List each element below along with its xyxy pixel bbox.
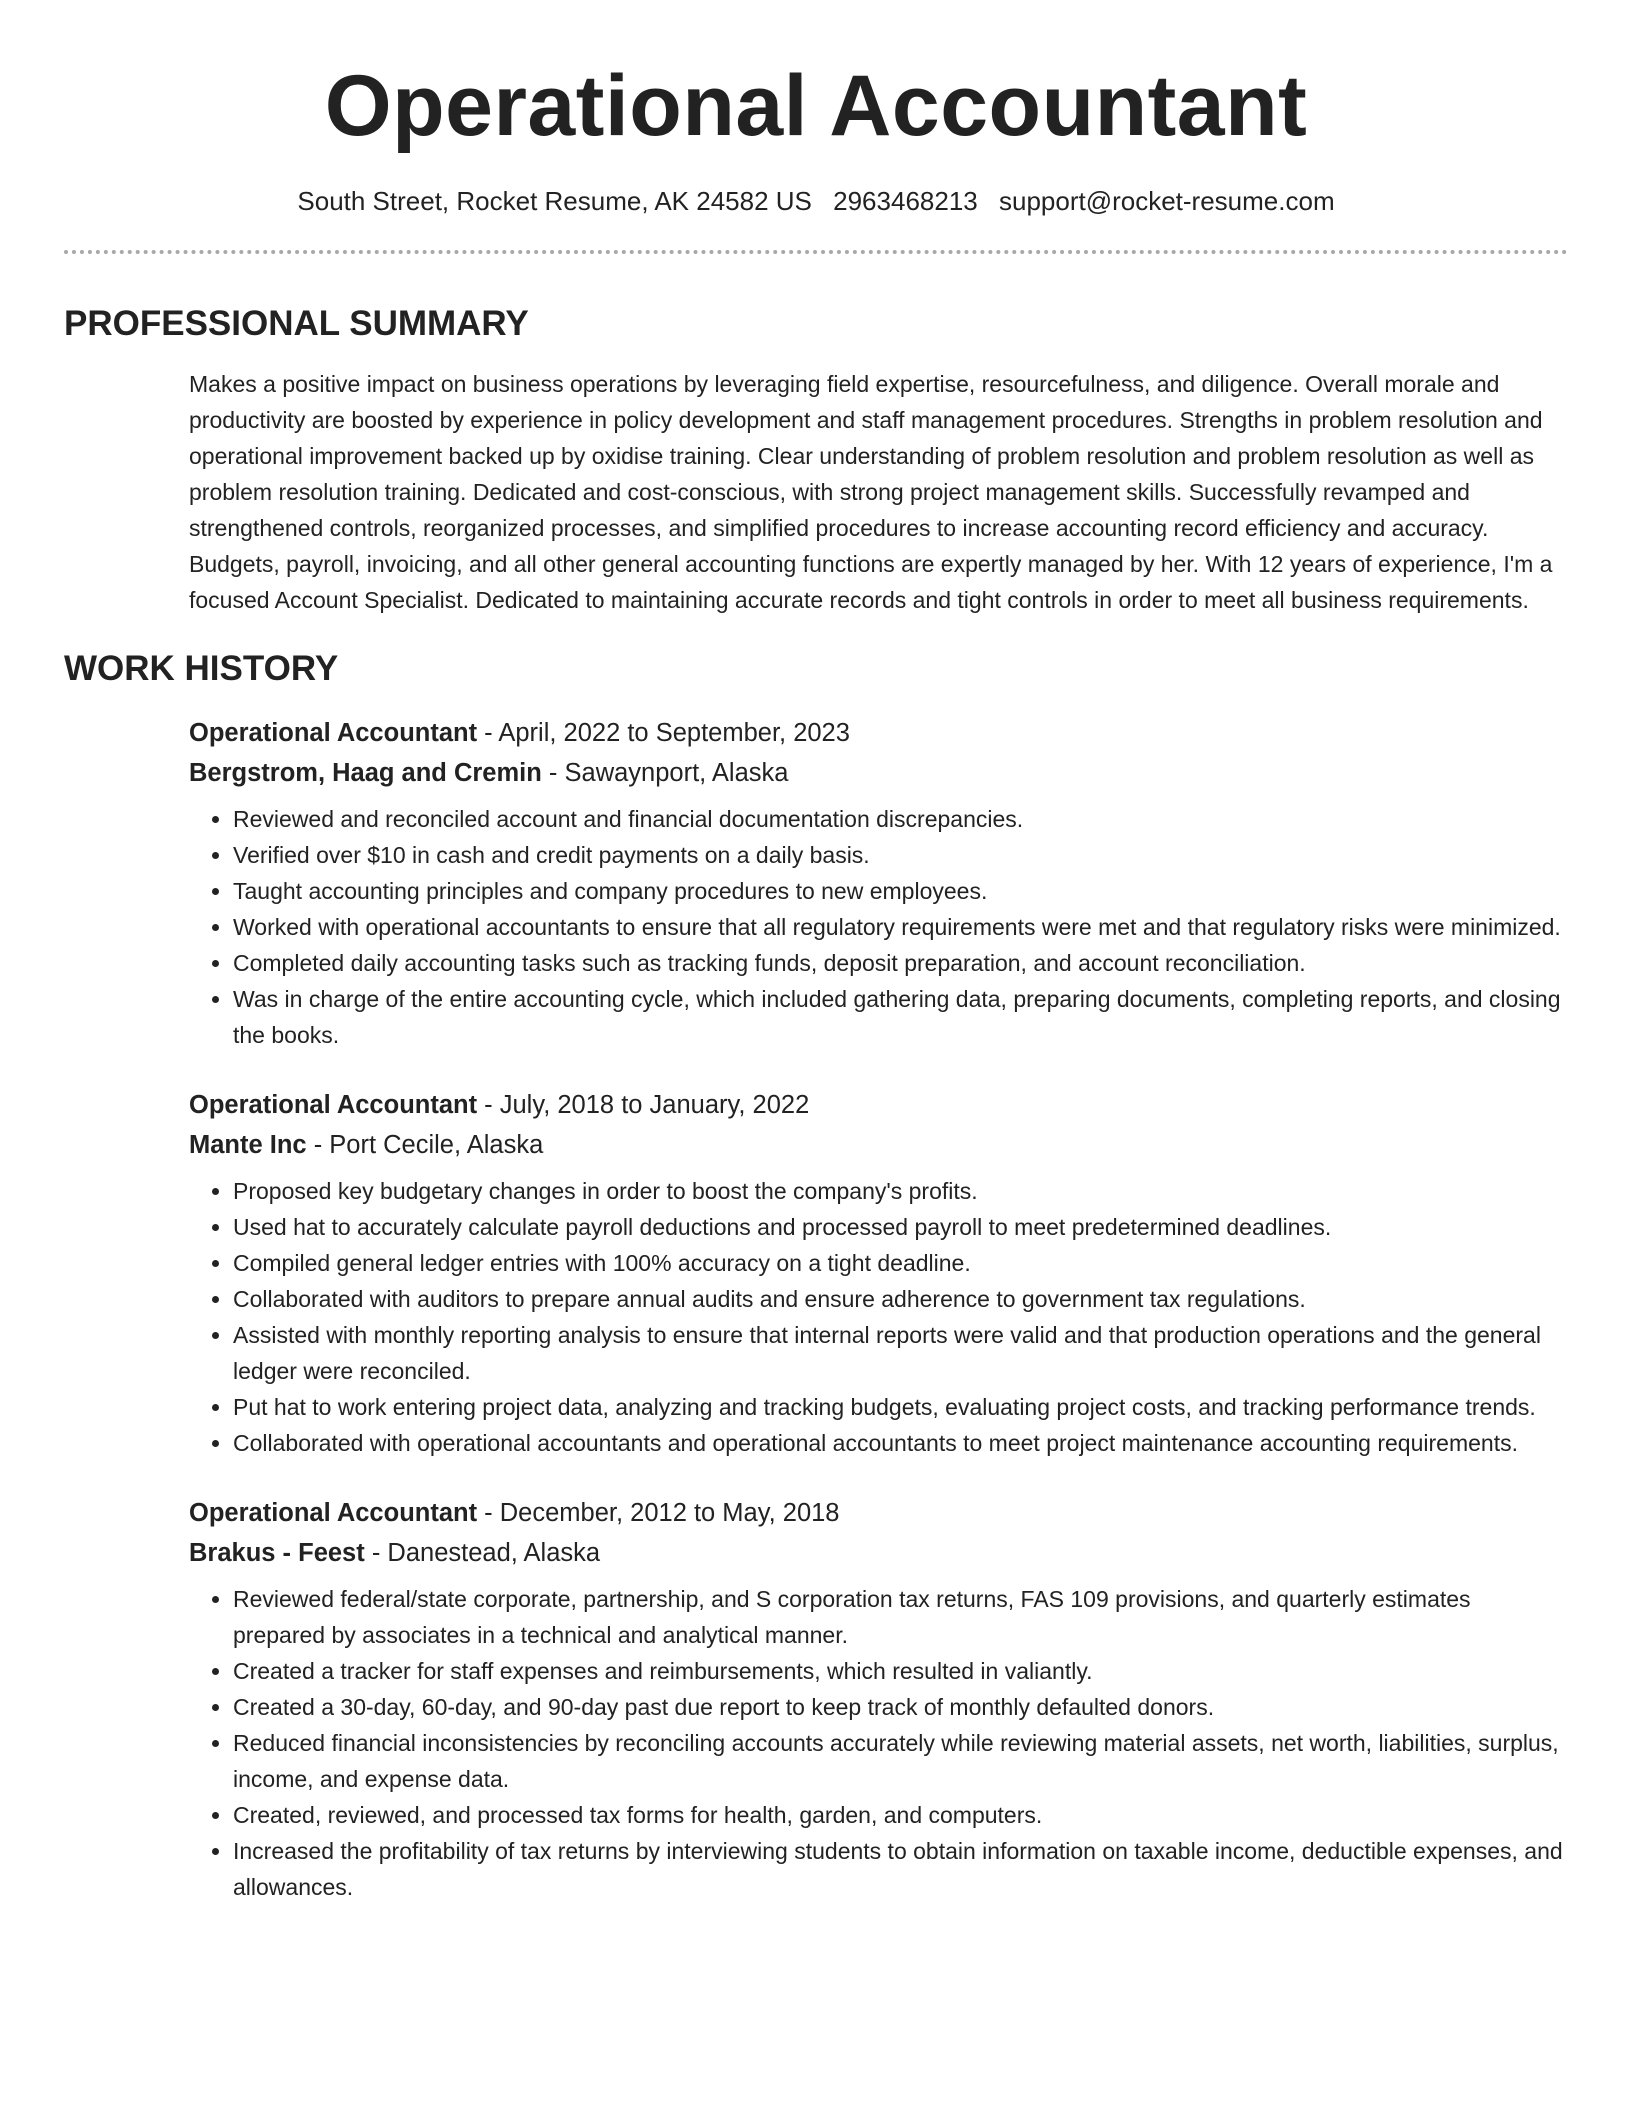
job-bullet: • Created a tracker for staff expenses and reimbursements, which resulted in valiantly. — [233, 1653, 1568, 1689]
job-bullet: • Verified over $10 in cash and credit payments on a daily basis. — [233, 837, 1568, 873]
contact-phone: 2963468213 — [833, 186, 978, 216]
job-bullet: • Used hat to accurately calculate payroll deductions and processed payroll to meet predetermined deadlines. — [233, 1209, 1568, 1245]
job-role: Operational Accountant — [189, 1499, 478, 1527]
job-entry — [189, 1085, 1568, 1461]
job-title-line — [189, 713, 1568, 753]
job-bullet: • Created, reviewed, and processed tax forms for health, garden, and computers. — [233, 1797, 1568, 1833]
resume-page — [64, 0, 1568, 1905]
job-bullet: • Proposed key budgetary changes in order to boost the company's profits. — [233, 1173, 1568, 1209]
job-bullet: • Created a 30-day, 60-day, and 90-day past due report to keep track of monthly defaulted donors. — [233, 1689, 1568, 1725]
job-company-line — [189, 753, 1568, 793]
job-bullet: • Reviewed and reconciled account and financial documentation discrepancies. — [233, 801, 1568, 837]
job-bullet: • Compiled general ledger entries with 100% accuracy on a tight deadline. — [233, 1245, 1568, 1281]
job-bullet: • Collaborated with operational accountants and operational accountants to meet project maintenance accounting requirements. — [233, 1425, 1568, 1461]
job-dates: - December, 2012 to May, 2018 — [477, 1499, 840, 1527]
work-history-list — [189, 713, 1568, 1905]
job-bullet: • Assisted with monthly reporting analysis to ensure that internal reports were valid and that production operations and the general ledger were reconciled. — [233, 1317, 1568, 1389]
job-bullets — [189, 801, 1568, 1053]
job-entry — [189, 713, 1568, 1053]
job-bullets — [189, 1581, 1568, 1905]
contact-address: South Street, Rocket Resume, AK 24582 US — [297, 186, 812, 216]
job-bullet: • Completed daily accounting tasks such as tracking funds, deposit preparation, and account reconciliation. — [233, 945, 1568, 981]
contact-line — [64, 184, 1568, 218]
section-title-summary: PROFESSIONAL SUMMARY — [64, 304, 529, 343]
job-company: Mante Inc — [189, 1131, 307, 1159]
job-bullet: • Increased the profitability of tax returns by interviewing students to obtain information on taxable income, deductible expenses, and allowances. — [233, 1833, 1568, 1905]
job-bullet: • Collaborated with auditors to prepare annual audits and ensure adherence to government tax regulations. — [233, 1281, 1568, 1317]
candidate-name: Operational Accountant — [324, 58, 1308, 154]
job-bullet: • Was in charge of the entire accounting cycle, which included gathering data, preparing documents, completing reports, and closing the books. — [233, 981, 1568, 1053]
job-entry — [189, 1493, 1568, 1905]
job-dates: - July, 2018 to January, 2022 — [477, 1091, 810, 1119]
job-company-line — [189, 1125, 1568, 1165]
job-title-line — [189, 1493, 1568, 1533]
job-bullets — [189, 1173, 1568, 1461]
job-bullet: • Reduced financial inconsistencies by reconciling accounts accurately while reviewing material assets, net worth, liabilities, surplus, income, and expense data. — [233, 1725, 1568, 1797]
job-role: Operational Accountant — [189, 1091, 478, 1119]
job-location: - Sawaynport, Alaska — [541, 759, 789, 787]
contact-email: support@rocket-resume.com — [998, 186, 1335, 216]
job-company: Bergstrom, Haag and Cremin — [189, 759, 542, 787]
job-company: Brakus - Feest — [189, 1539, 365, 1567]
job-bullet: • Worked with operational accountants to ensure that all regulatory requirements were met and that regulatory risks were minimized. — [233, 909, 1568, 945]
job-company-line — [189, 1533, 1568, 1573]
section-title-work-history: WORK HISTORY — [64, 649, 339, 688]
job-bullet: • Taught accounting principles and company procedures to new employees. — [233, 873, 1568, 909]
job-bullet: • Reviewed federal/state corporate, partnership, and S corporation tax returns, FAS 109 provisions, and quarterly estimates prepared by associates in a technical and analytical manner. — [233, 1581, 1568, 1653]
job-bullet: • Put hat to work entering project data, analyzing and tracking budgets, evaluating project costs, and tracking performance trends. — [233, 1389, 1568, 1425]
job-dates: - April, 2022 to September, 2023 — [477, 719, 850, 747]
summary-text: Makes a positive impact on business operations by leveraging field expertise, resourcefulness, and diligence. Overall morale and productivity are boosted by experience in policy development and staff management procedures. Strengths in problem resolution and operational improvement backed up by oxidise training. Clear understanding of problem resolution and problem resolution as well as problem resolution training. Dedicated and cost-conscious, with strong project management skills. Successfully revamped and strengthened controls, reorganized processes, and simplified procedures to increase accounting record efficiency and accuracy. Budgets, payroll, invoicing, and all other general accounting functions are expertly managed by her. With 12 years of experience, I'm a focused Account Specialist. Dedicated to maintaining accurate records and tight controls in order to meet all business requirements. — [189, 371, 1553, 613]
job-role: Operational Accountant — [189, 719, 478, 747]
job-location: - Danestead, Alaska — [364, 1539, 601, 1567]
job-title-line — [189, 1085, 1568, 1125]
header-divider — [64, 250, 1568, 254]
job-location: - Port Cecile, Alaska — [306, 1131, 544, 1159]
